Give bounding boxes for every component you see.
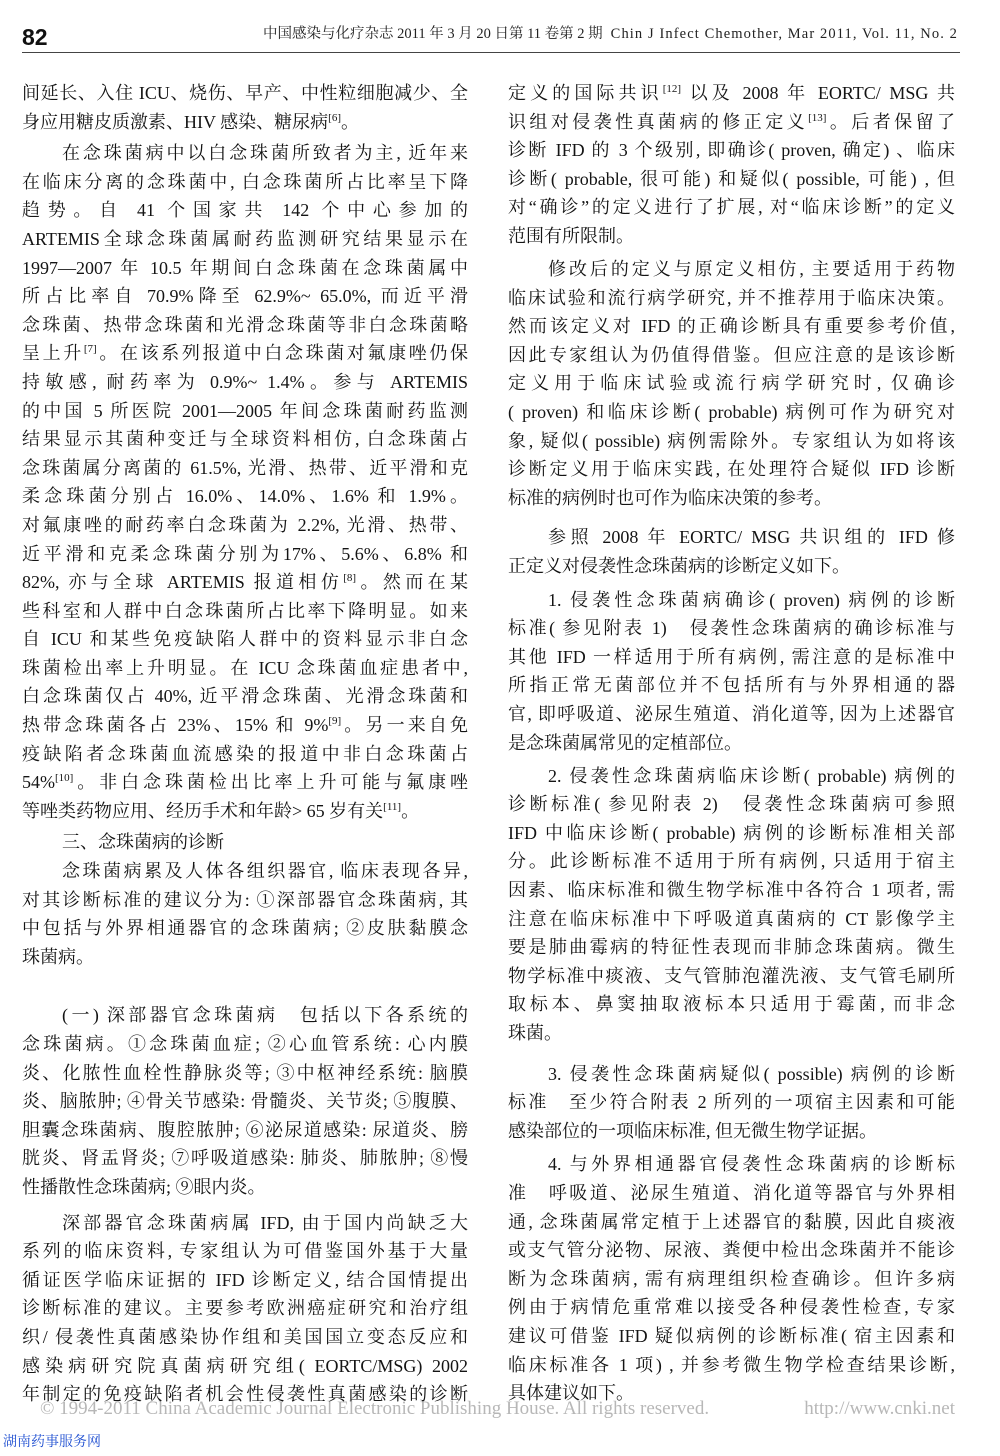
text-line xyxy=(508,1379,955,1408)
line-text: 象, 疑似( possible) 病例需除外。专家组认为如将该 xyxy=(508,430,955,451)
line-text: 范围有所限制。 xyxy=(508,225,634,246)
text-line xyxy=(22,886,468,915)
line-text: 念珠菌病。①念珠菌血症; ②心血管系统: 心内膜 xyxy=(22,1034,468,1054)
text-line xyxy=(508,586,955,615)
line-text: 诊断定义用于临床实践, 在处理符合疑似 IFD 诊断 xyxy=(508,459,955,480)
line-text: 定义用于临床试验或流行病学研究时, 仅确诊 xyxy=(508,373,955,394)
text-line xyxy=(508,284,955,313)
text-line xyxy=(22,139,468,168)
text-line xyxy=(508,369,955,398)
line-text: 结果显示其菌种变迁与全球资料相仿, 白念珠菌占 xyxy=(22,429,468,450)
text-line xyxy=(508,1208,955,1237)
line-text: 珠菌检出率上升明显。在 ICU 念珠菌血症患者中, xyxy=(22,657,468,678)
line-text: 自 ICU 和某些免疫缺陷人群中的资料显示非白念 xyxy=(22,629,468,650)
line-text: 性播散性念珠菌病; ⑨眼内炎。 xyxy=(22,1176,266,1197)
text-line xyxy=(508,1019,955,1048)
line-text: 要是肺曲霉病的特征性表现而非肺念珠菌病。微生 xyxy=(508,937,955,958)
line-text: 在念珠菌病中以白念珠菌所致者为主, 近年来 xyxy=(62,143,468,164)
text-line xyxy=(22,597,468,626)
criteria-paragraph-3 xyxy=(508,1060,955,1146)
line-text: 注意在临床标准中下呼吸道真菌病的 CT 影像学主 xyxy=(508,908,955,929)
text-line xyxy=(508,1351,955,1380)
footer-url[interactable]: http://www.cnki.net xyxy=(804,1398,955,1419)
text-line xyxy=(508,312,955,341)
line-text: 参照 2008 年 EORTC/ MSG 共识组的 IFD 修 xyxy=(548,527,955,548)
running-head xyxy=(263,22,958,43)
text-line xyxy=(22,1030,468,1059)
text-line xyxy=(22,311,468,340)
line-text: 诊断标准( 参见附表 2) 侵袭性念珠菌病可参照 xyxy=(508,794,955,815)
citation-ref: [7] xyxy=(83,343,97,356)
line-text: 临床标准各 1 项) , 并参考微生物学检查结果诊断, xyxy=(508,1354,955,1375)
text-line xyxy=(22,1173,468,1202)
line-text: 中包括与外界相通器官的念珠菌病; ②皮肤黏膜念 xyxy=(22,918,468,939)
text-line xyxy=(508,108,955,137)
text-line xyxy=(508,1179,955,1208)
line-text: 呈上升 xyxy=(22,343,84,364)
text-line xyxy=(508,790,955,819)
citation-ref: [10] xyxy=(55,772,74,785)
line-text: 的中国 5 所医院 2001—2005 年间念珠菌耐药监测 xyxy=(22,400,468,421)
line-text: 。后者保留了 xyxy=(826,111,956,132)
line-text: 1997—2007 年 10.5 年期间白念珠菌在念珠菌属中 xyxy=(22,257,468,278)
text-line xyxy=(22,196,468,225)
line-text: 。在该系列报道中白念珠菌对氟康唑仍保 xyxy=(96,343,469,364)
text-line xyxy=(22,1059,468,1088)
line-text: 定义的国际共识 xyxy=(508,83,663,103)
line-text: 深部器官念珠菌病属 IFD, 由于国内尚缺乏大 xyxy=(62,1212,468,1233)
line-text: 三、念珠菌病的诊断 xyxy=(62,832,224,853)
line-text: 感染部位的一项临床标准, 但无微生物学证据。 xyxy=(508,1120,877,1141)
line-text: 诊断标准的建议。主要参考欧洲癌症研究和治疗组 xyxy=(22,1298,468,1319)
text-line xyxy=(22,511,468,540)
line-text: 因素、临床标准和微生物学标准中各符合 1 项者, 需 xyxy=(508,880,955,901)
text-line xyxy=(22,857,468,886)
text-line xyxy=(508,905,955,934)
text-line xyxy=(22,943,468,972)
text-line xyxy=(22,1237,468,1266)
text-line xyxy=(22,397,468,426)
line-text: 柔念珠菌分别占 16.0%、14.0%、1.6% 和 1.9%。 xyxy=(22,486,468,507)
line-text: 对“确诊”的定义进行了扩展, 对“临床诊断”的定义 xyxy=(508,197,955,218)
criteria-paragraph-4 xyxy=(508,1150,955,1407)
line-text: 例由于病情危重常难以接受各种侵袭性检查, 专家 xyxy=(508,1297,955,1318)
text-line xyxy=(508,341,955,370)
line-text: 因此专家组认为仍值得借鉴。但应注意的是该诊断 xyxy=(508,344,955,365)
paragraph xyxy=(508,255,955,512)
subsection-paragraph xyxy=(22,1001,468,1201)
text-line xyxy=(22,482,468,511)
text-line xyxy=(22,1087,468,1116)
line-text: 标准 至少符合附表 2 所列的一项宿主因素和可能 xyxy=(508,1092,955,1113)
text-line xyxy=(22,225,468,254)
section-heading xyxy=(22,828,468,857)
text-line xyxy=(508,729,955,758)
text-line xyxy=(22,454,468,483)
text-line xyxy=(508,876,955,905)
text-line xyxy=(22,1209,468,1238)
text-line xyxy=(22,711,468,740)
citation-ref: [6] xyxy=(328,111,341,124)
text-line xyxy=(508,847,955,876)
line-text: 3. 侵袭性念珠菌病疑似( possible) 病例的诊断 xyxy=(548,1063,955,1084)
line-text: 对氟康唑的耐药率白念珠菌为 2.2%, 光滑、热带、 xyxy=(22,514,468,535)
line-text: 以及 2008 年 EORTC/ MSG 共 xyxy=(681,83,956,103)
citation-ref: [13] xyxy=(808,111,827,124)
line-text: 其他 IFD 一样适用于所有病例, 需注意的是标准中 xyxy=(508,646,955,667)
copyright-notice: © 1994-2011 China Academic Journal Electronic Publishing House. All rights reserved. xyxy=(40,1398,710,1419)
line-text: 识组对侵袭性真菌病的修正定义 xyxy=(508,111,809,132)
text-line xyxy=(508,484,955,513)
text-line xyxy=(22,914,468,943)
text-line xyxy=(508,1150,955,1179)
text-line xyxy=(508,1265,955,1294)
line-text: 炎、脑脓肿; ④骨关节感染: 骨髓炎、关节炎; ⑤腹膜、 xyxy=(22,1091,468,1112)
header-rule xyxy=(22,52,960,53)
line-text: 。然而在某 xyxy=(356,572,468,593)
text-line xyxy=(508,1322,955,1351)
line-text: 临床试验和流行病学研究, 并不推荐用于临床决策。 xyxy=(508,287,955,308)
line-text: 标准的病例时也可作为临床决策的参考。 xyxy=(508,487,832,508)
text-line xyxy=(508,455,955,484)
text-line xyxy=(508,136,955,165)
line-text: 分。此诊断标准不适用于所有病例, 只适用于宿主 xyxy=(508,851,955,872)
journal-title-cn: 中国感染与化疗杂志 2011 年 3 月 20 日第 11 卷第 2 期 xyxy=(262,26,603,42)
text-line xyxy=(508,643,955,672)
line-text: 所指正常无菌部位并不包括所有与外界相通的器 xyxy=(508,675,955,696)
line-text: 白念珠菌仅占 40%, 近平滑念珠菌、光滑念珠菌和 xyxy=(22,686,468,707)
text-line xyxy=(22,339,468,368)
text-line xyxy=(508,1117,955,1146)
text-line xyxy=(22,768,468,797)
line-text: 然而该定义对 IFD 的正确诊断具有重要参考价值, xyxy=(508,316,955,337)
line-text: 。非白念珠菌检出比率上升可能与氟康唑 xyxy=(73,772,468,793)
line-text: ( proven) 和临床诊断( probable) 病例可作为研究对 xyxy=(508,402,955,423)
line-text: 间延长、入住 ICU、烧伤、早产、中性粒细胞减少、全 xyxy=(22,83,468,103)
line-text: 诊断 IFD 的 3 个级别, 即确诊( proven, 确定) 、临床 xyxy=(508,140,955,161)
text-line xyxy=(22,1380,468,1409)
text-line xyxy=(22,79,468,108)
text-line xyxy=(508,671,955,700)
line-text: 炎、化脓性血栓性静脉炎等; ③中枢神经系统: 脑膜 xyxy=(22,1062,468,1083)
line-text: (一) 深部器官念珠菌病 包括以下各系统的 xyxy=(62,1005,468,1026)
line-text: 具体建议如下。 xyxy=(508,1383,634,1404)
line-text: 2. 侵袭性念珠菌病临床诊断( probable) 病例的 xyxy=(548,765,955,786)
text-line xyxy=(22,828,468,857)
line-text: 珠菌。 xyxy=(508,1023,562,1043)
text-line xyxy=(508,398,955,427)
text-line xyxy=(508,762,955,791)
criteria-paragraph-2 xyxy=(508,762,955,1048)
text-line xyxy=(508,523,955,552)
line-text: 82%, 亦与全球 ARTEMIS 报道相仿 xyxy=(22,572,344,593)
text-line xyxy=(22,654,468,683)
line-text: 1. 侵袭性念珠菌病确诊( proven) 病例的诊断 xyxy=(548,589,955,610)
line-text: 断为念珠菌病, 需有病理组织检查确诊。但许多病 xyxy=(508,1268,955,1289)
text-line xyxy=(22,254,468,283)
text-line xyxy=(508,614,955,643)
text-line xyxy=(508,933,955,962)
line-text: 热带念珠菌各占 23%、15% 和 9% xyxy=(22,715,329,736)
paragraph xyxy=(22,1209,468,1409)
citation-ref: [11] xyxy=(383,800,402,813)
line-text: 持敏感, 耐药率为 0.9%~ 1.4%。参与 ARTEMIS xyxy=(22,371,468,392)
text-line xyxy=(508,79,955,108)
text-line xyxy=(22,1294,468,1323)
line-text: 趋势。自 41 个国家共 142 个中心参加的 xyxy=(22,200,468,221)
left-column xyxy=(22,79,468,1409)
citation-ref: [8] xyxy=(343,572,357,585)
text-line xyxy=(22,1352,468,1381)
text-line xyxy=(22,625,468,654)
line-text: 近平滑和克柔念珠菌分别为17%、5.6%、6.8% 和 xyxy=(22,543,468,564)
text-line xyxy=(22,368,468,397)
line-text: 在临床分离的念珠菌中, 白念珠菌所占比率呈下降 xyxy=(22,171,468,192)
line-text: 年制定的免疫缺陷者机会性侵袭性真菌感染的诊断 xyxy=(22,1384,468,1405)
text-line xyxy=(508,819,955,848)
line-text: 系列的临床资料, 专家组认为可借鉴国外基于大量 xyxy=(22,1241,468,1262)
line-text: 念珠菌病累及人体各组织器官, 临床表现各异, xyxy=(62,861,468,882)
line-text: 是念珠菌属常见的定植部位。 xyxy=(508,732,742,753)
text-line xyxy=(22,540,468,569)
line-text: 物学标准中痰液、支气管肺泡灌洗液、支气管毛刷所 xyxy=(508,965,955,986)
line-text: 循证医学临床证据的 IFD 诊断定义, 结合国情提出 xyxy=(22,1269,468,1290)
line-text: 念珠菌、热带念珠菌和光滑念珠菌等非白念珠菌略 xyxy=(22,314,468,335)
text-line xyxy=(22,168,468,197)
line-text: 疫缺陷者念珠菌血流感染的报道中非白念珠菌占 xyxy=(22,743,468,764)
line-text: 官, 即呼吸道、泌尿生殖道、消化道等, 因为上述器官 xyxy=(508,703,955,724)
text-line xyxy=(508,1236,955,1265)
line-text: 4. 与外界相通器官侵袭性念珠菌病的诊断标 xyxy=(548,1154,955,1175)
line-text: 念珠菌属分离菌的 61.5%, 光滑、热带、近平滑和克 xyxy=(22,457,468,478)
line-text: 标准( 参见附表 1) 侵袭性念珠菌病的确诊标准与 xyxy=(508,618,955,639)
line-text: ARTEMIS全球念珠菌属耐药监测研究结果显示在 xyxy=(22,228,468,249)
paragraph xyxy=(22,139,468,825)
page-number: 82 xyxy=(22,24,48,50)
line-text: 通, 念珠菌属常定植于上述器官的黏膜, 因此自痰液 xyxy=(508,1211,955,1232)
text-line xyxy=(508,1293,955,1322)
text-line xyxy=(22,682,468,711)
text-line xyxy=(508,962,955,991)
text-line xyxy=(22,568,468,597)
line-text: 感染病研究院真菌病研究组( EORTC/MSG) 2002 xyxy=(22,1355,468,1376)
paragraph xyxy=(508,523,955,580)
line-text: 等唑类药物应用、经历手术和年龄> 65 岁有关 xyxy=(22,800,384,821)
line-text: 或支气管分泌物、尿液、粪便中检出念珠菌并不能诊 xyxy=(508,1240,955,1261)
text-line xyxy=(22,1116,468,1145)
text-line xyxy=(22,425,468,454)
text-line xyxy=(508,255,955,284)
text-line xyxy=(22,1266,468,1295)
journal-title-en: Chin J Infect Chemother, Mar 2011, Vol. 11, No. 2 xyxy=(610,26,958,42)
line-text: 建议可借鉴 IFD 疑似病例的诊断标准( 宿主因素和 xyxy=(508,1325,955,1346)
line-text: 修改后的定义与原定义相仿, 主要适用于药物 xyxy=(548,259,955,280)
text-line xyxy=(22,1001,468,1030)
paragraph-continued xyxy=(508,79,955,251)
text-line xyxy=(508,427,955,456)
line-text: 对其诊断标准的建议分为: ①深部器官念珠菌病, 其 xyxy=(22,889,468,910)
text-line xyxy=(22,1144,468,1173)
paragraph-continued xyxy=(22,79,468,136)
line-text: 54% xyxy=(22,772,55,793)
line-text: 身应用糖皮质激素、HIV 感染、糖尿病 xyxy=(22,111,329,132)
line-text: 织/ 侵袭性真菌感染协作组和美国国立变态反应和 xyxy=(22,1326,468,1347)
line-text: 胱炎、肾盂肾炎; ⑦呼吸道感染: 肺炎、肺脓肿; ⑧慢 xyxy=(22,1148,468,1169)
text-line xyxy=(22,797,468,826)
text-line xyxy=(508,222,955,251)
line-text: 珠菌病。 xyxy=(22,946,94,967)
line-text: 。 xyxy=(401,800,420,821)
text-line xyxy=(508,990,955,1019)
text-line xyxy=(22,282,468,311)
paragraph xyxy=(22,857,468,971)
criteria-paragraph-1 xyxy=(508,586,955,758)
citation-ref: [12] xyxy=(662,83,682,95)
line-text: 正定义对侵袭性念珠菌病的诊断定义如下。 xyxy=(508,556,850,576)
line-text: 胆囊念珠菌病、腹腔脓肿; ⑥泌尿道感染: 尿道炎、膀 xyxy=(22,1119,468,1140)
watermark-text: 湖南药事服务网 xyxy=(3,1434,101,1450)
text-line xyxy=(508,552,955,581)
line-text: 些科室和人群中白念珠菌所占比率下降明显。如来 xyxy=(22,600,468,621)
text-line xyxy=(22,108,468,137)
line-text: 准 呼吸道、泌尿生殖道、消化道等器官与外界相 xyxy=(508,1182,955,1203)
line-text: 取标本、鼻窦抽取液标本只适用于霉菌, 而非念 xyxy=(508,994,955,1015)
text-line xyxy=(508,1060,955,1089)
citation-ref: [9] xyxy=(328,715,342,728)
line-text: 诊断( probable, 很可能) 和疑似( possible, 可能) , 但 xyxy=(508,168,955,189)
text-line xyxy=(508,165,955,194)
line-text: 所占比率自 70.9%降至 62.9%~ 65.0%, 而近平滑 xyxy=(22,286,468,307)
right-column xyxy=(508,79,955,1408)
text-line xyxy=(508,193,955,222)
text-line xyxy=(508,1088,955,1117)
line-text: 。 xyxy=(341,111,359,132)
text-line xyxy=(508,700,955,729)
line-text: IFD 中临床诊断( probable) 病例的诊断标准相关部 xyxy=(508,822,955,843)
text-line xyxy=(22,1323,468,1352)
text-line xyxy=(22,740,468,769)
line-text: 。另一来自免 xyxy=(341,715,469,736)
